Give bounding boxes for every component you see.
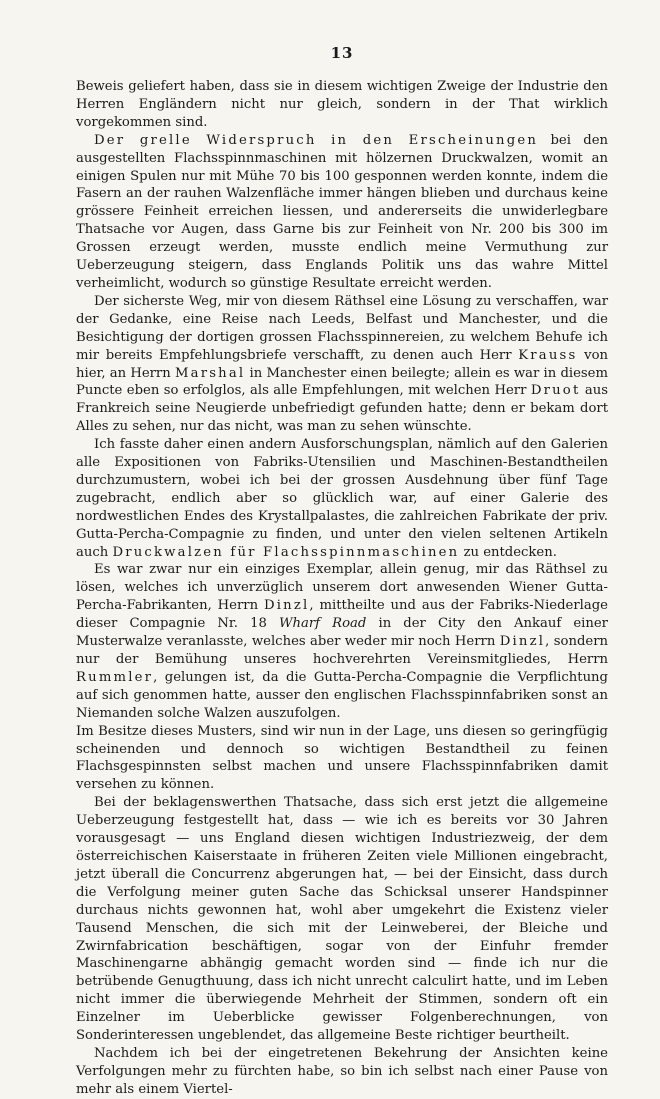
text-segment: Nachdem ich bei der eingetretenen Bekehrung der Ansichten keine Verfolgungen mehr zu fürchten habe, so bin ich selbst nach einer Pause von mehr als einem Viertel- <box>76 1045 608 1097</box>
emphasized-text: Dinzl <box>263 598 310 614</box>
paragraph <box>76 561 608 722</box>
paragraph <box>76 132 608 293</box>
italic-text: Wharf Road <box>278 616 367 632</box>
text-segment: , gelungen ist, da die Gutta-Percha-Compagnie die Verpflichtung auf sich genommen hatte, ausser den englischen Flachsspinnfabriken sonst an Niemanden solche Walzen auszufolgen. <box>76 669 608 721</box>
paragraph <box>76 293 608 436</box>
text-segment: Bei der beklagenswerthen Thatsache, dass sich erst jetzt die allgemeine Ueberzeugung festgestellt hat, dass — wie ich es bereits vor 30 Jahren vorausgesagt — uns England diesen wichtigen Industriezweig, der dem österreichischen Kaiserstaate in früheren Zeiten viele Millionen eingebracht, jetzt überall die Concurrenz abgerungen hat, — bei der Einsicht, dass durch die Verfolgung meiner guten Sache das Schicksal unserer Handspinner durchaus nichts gewonnen hat, wohl aber umgekehrt die Existenz vieler Tausend Menschen, die sich mit der Leinweberei, der Bleiche und Zwirnfabrication beschäftigen, sogar von der Einfuhr fremder Maschinengarne abhängig gemacht worden sind — finde ich nur die betrübende Genugthuung, dass ich nicht unrecht calculirt hatte, und im Leben nicht immer die überwiegende Mehrheit der Stimmen, sondern oft ein Einzelner im Ueberblicke gewisser Folgenberechnungen, von Sonderinteressen ungeblendet, das allgemeine Beste richtiger beurtheilt. <box>76 795 608 1044</box>
text-segment: zu entdecken. <box>459 544 557 560</box>
paragraph <box>76 1045 608 1099</box>
emphasized-text: Der grelle Widerspruch in den Erscheinungen <box>94 132 539 148</box>
text-segment: , mittheilte und aus der Fabriks-Niederlage dieser Compagnie Nr. 18 <box>76 598 608 632</box>
page-number: 13 <box>330 44 354 62</box>
text-segment: Im Besitze dieses Musters, sind wir nun in der Lage, uns diesen so geringfügig scheinenden und dennoch so wichtigen Bestandtheil zu feinen Flachsgespinnsten selbst machen und unsere Flachsspinnfabriken damit versehen zu können. <box>76 723 608 793</box>
text-segment: in der City den Ankauf einer Musterwalze veranlasste, welches aber weder mir noch Herrn <box>76 616 608 650</box>
text-segment: Beweis geliefert haben, dass sie in diesem wichtigen Zweige der Industrie den Herren Engländern nicht nur gleich, sondern in der That wirklich vorgekommen sind. <box>76 79 608 130</box>
text-segment: , sondern nur der Bemühung unseres hochverehrten Vereinsmitgliedes, Herrn <box>76 634 608 667</box>
emphasized-text: Marshal <box>174 365 246 381</box>
emphasized-text: Krauss <box>518 347 578 363</box>
paragraph <box>76 78 608 132</box>
emphasized-text: Druckwalzen für Flachsspinnmaschinen <box>112 544 460 560</box>
text-segment: aus Frankreich seine Neugierde unbefriedigt gefunden hatte; denn er bekam dort Alles zu sehen, nur das nicht, was man zu sehen wünschte. <box>76 383 609 435</box>
emphasized-text: Rummler <box>76 669 154 685</box>
text-segment: Ich fasste daher einen andern Ausforschungsplan, nämlich auf den Galerien alle Expositionen von Fabriks-Utensilien und Maschinen-Bestandtheilen durchzumustern, wobei ich bei der grossen Ausdehnung über fünf Tage zugebracht, endlich aber so glücklich war, auf einer Galerie des nordwestlichen Endes des Krystallpalastes, die zahlreichen Fabrikate der priv. Gutta-Percha-Compagnie zu finden, und unter den vielen seltenen Artikeln auch <box>76 437 608 560</box>
emphasized-text: Dinzl <box>499 634 546 650</box>
paragraph <box>76 794 608 1045</box>
paragraph <box>76 723 608 795</box>
text-segment: bei den ausgestellten Flachsspinnmaschinen mit hölzernen Druckwalzen, womit an einigen Spulen nur mit Mühe 70 bis 100 gesponnen werden konnte, indem die Fasern an der rauhen Walzenfläche immer hängen blieben und durchaus keine grössere Feinheit erreichen liessen, und andererseits die unwiderlegbare Thatsache vor Augen, dass Garne bis zur Feinheit von Nr. 200 bis 300 im Grossen erzeugt werden, musste endlich meine Vermuthung zur Ueberzeugung steigern, dass Englands Politik uns das wahre Mittel verheimlicht, wodurch so günstige Resultate erreicht werden. <box>76 132 609 291</box>
body-text <box>76 78 608 1099</box>
paragraph <box>76 436 608 561</box>
emphasized-text: Druot <box>530 383 581 399</box>
text-segment: in Manchester einen beilegte; allein es war in diesem Puncte eben so erfolglos, als alle Empfehlungen, mit welchen Herr <box>76 365 608 399</box>
text-segment: Es war zwar nur ein einziges Exemplar, allein genug, mir das Räthsel zu lösen, welches ich unverzüglich unserem dort anwesenden Wiener Gutta-Percha-Fabrikanten, Herrn <box>76 562 608 614</box>
text-segment: Der sicherste Weg, mir von diesem Räthsel eine Lösung zu verschaffen, war der Gedanke, eine Reise nach Leeds, Belfast und Manchester, und die Besichtigung der dortigen grossen Flachsspinnereien, zu welchem Behufe ich mir bereits Empfehlungsbriefe verschafft, zu denen auch Herr <box>76 293 608 363</box>
text-segment: von hier, an Herrn <box>76 347 609 381</box>
